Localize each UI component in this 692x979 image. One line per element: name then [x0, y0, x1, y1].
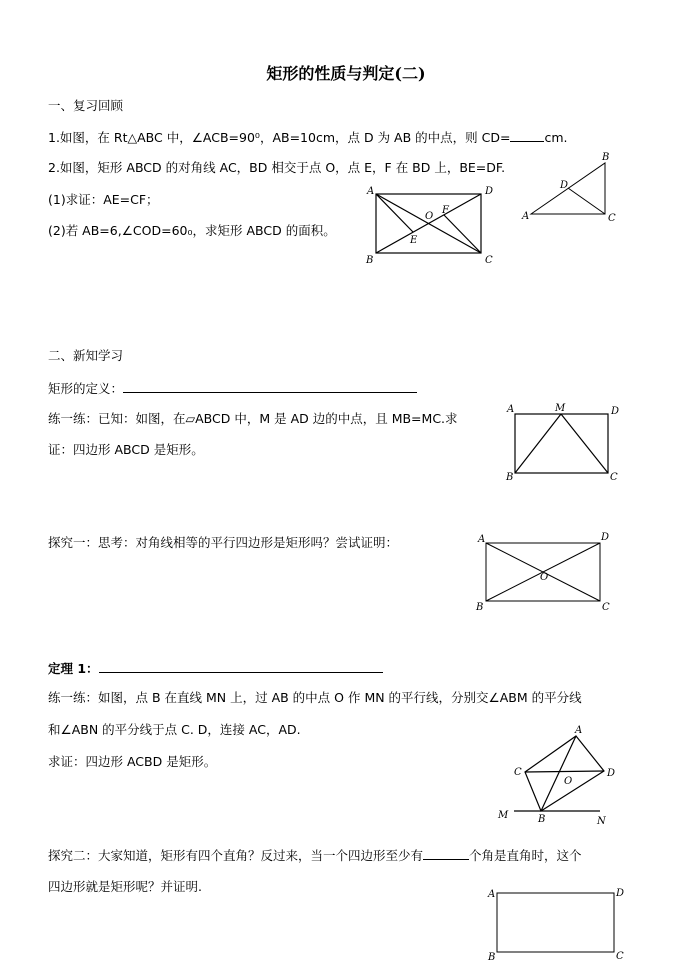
review-question-1: [48, 129, 567, 146]
theorem-1: [48, 660, 383, 677]
practice-2-line-3: 求证：四边形 ACBD 是矩形。: [48, 754, 217, 769]
section-review-heading: 一、复习回顾: [48, 98, 124, 113]
fig1-label-a: A: [367, 186, 375, 197]
definition-blank: [123, 380, 417, 393]
fig3-label-d: D: [611, 406, 620, 417]
fig3-label-a: A: [507, 404, 515, 415]
explore-2-line-2: 四边形就是矩形呢？并证明.: [48, 879, 202, 894]
fig4-label-o: O: [540, 572, 549, 583]
practice-1-line-2: 证：四边形 ABCD 是矩形。: [48, 442, 204, 457]
fig1-label-f: F: [442, 205, 449, 216]
fig5-label-c: C: [514, 767, 522, 778]
practice-2-line-2: 和∠ABN 的平分线于点 C. D，连接 AC，AD.: [48, 722, 301, 737]
rectangle-definition: [48, 380, 417, 397]
fig6-label-c: C: [616, 951, 624, 962]
fig4-label-a: A: [478, 534, 486, 545]
review-question-2-part-2: (2)若 AB=6,∠COD=60₀，求矩形 ABCD 的面积。: [48, 223, 336, 238]
fig3-label-c: C: [610, 472, 618, 483]
fig1-label-e: E: [410, 235, 418, 246]
fig5-label-b: B: [538, 814, 546, 825]
fig4-label-b: B: [476, 602, 484, 613]
fig5-label-n: N: [597, 816, 606, 827]
page-title: 矩形的性质与判定(二): [266, 64, 426, 83]
explore-1-question: 探究一：思考：对角线相等的平行四边形是矩形吗？尝试证明：: [48, 535, 399, 550]
fig2-label-c: C: [608, 213, 616, 224]
explore-2-blank: [423, 847, 469, 860]
review-q1-text: 1.如图，在 Rt△ABC 中，∠ACB=90⁰，AB=10cm，点 D 为 AB 的中点，则 CD=: [48, 130, 511, 145]
fig5-label-o: O: [564, 776, 573, 787]
theorem-1-label: 定理 1：: [48, 661, 99, 676]
practice-2-line-1: 练一练：如图，点 B 在直线 MN 上，过 AB 的中点 O 作 MN 的平行线，分别交∠ABM 的平分线: [48, 690, 582, 705]
section-new-heading: 二、新知学习: [48, 348, 124, 363]
explore-2-text-a: 探究二：大家知道，矩形有四个直角？反过来，当一个四边形至少有: [48, 848, 424, 863]
fig6-label-d: D: [616, 888, 625, 899]
fig1-label-c: C: [485, 255, 493, 266]
explore-2-text-b: 个角是直角时，这个: [469, 848, 582, 863]
fig2-label-d: D: [560, 180, 569, 191]
fig3-label-b: B: [506, 472, 514, 483]
fig6-label-a: A: [488, 889, 496, 900]
fig1-label-b: B: [366, 255, 374, 266]
fig5-label-a: A: [575, 725, 583, 736]
fig4-label-d: D: [601, 532, 610, 543]
fig1-label-o: O: [425, 211, 434, 222]
answer-blank: [510, 129, 544, 142]
fig4-label-c: C: [602, 602, 610, 613]
practice-1-line-1: 练一练：已知：如图，在▱ABCD 中，M 是 AD 边的中点，且 MB=MC.求: [48, 411, 458, 426]
fig6-label-b: B: [488, 952, 496, 963]
definition-label: 矩形的定义：: [48, 381, 124, 396]
fig2-label-b: B: [602, 152, 610, 163]
fig3-label-m: M: [555, 403, 566, 414]
review-question-2: 2.如图，矩形 ABCD 的对角线 AC，BD 相交于点 O，点 E，F 在 BD 上，BE=DF.: [48, 160, 506, 175]
review-question-2-part-1: (1)求证：AE=CF；: [48, 192, 159, 207]
explore-2-line-1: [48, 847, 582, 864]
theorem-1-blank: [99, 660, 383, 673]
fig5-label-d: D: [607, 768, 616, 779]
fig2-label-a: A: [522, 211, 530, 222]
fig1-label-d: D: [485, 186, 494, 197]
review-q1-unit: cm.: [544, 130, 568, 145]
fig5-label-m: M: [498, 810, 509, 821]
